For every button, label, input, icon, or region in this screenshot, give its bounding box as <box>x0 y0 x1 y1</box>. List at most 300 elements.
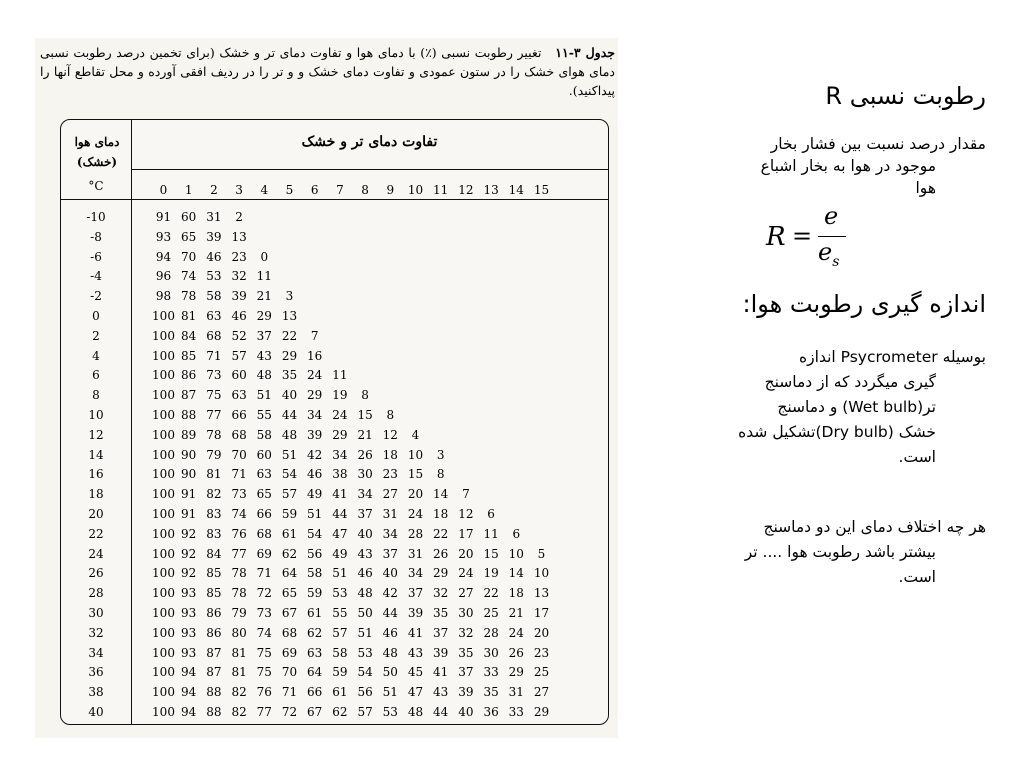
humidity-value-cell: 32 <box>433 586 449 601</box>
humidity-value-cell: 26 <box>433 546 449 561</box>
humidity-value-cell: 82 <box>206 487 222 502</box>
humidity-value-cell: 27 <box>382 487 398 502</box>
humidity-value-cell: 71 <box>206 348 222 363</box>
definition-line: موجود در هوا به بخار اشباع <box>760 157 936 175</box>
humidity-value-cell: 57 <box>332 625 348 640</box>
humidity-value-cell: 78 <box>231 566 247 581</box>
humidity-value-cell: 12 <box>382 427 398 442</box>
humidity-value-cell: 31 <box>382 507 398 521</box>
difference-header-cell: 11 <box>433 183 449 197</box>
temperature-cell: 0 <box>92 309 100 323</box>
humidity-value-cell: 28 <box>407 526 424 541</box>
humidity-value-cell: 100 <box>152 606 175 620</box>
humidity-value-cell: 94 <box>181 665 197 680</box>
humidity-value-cell: 73 <box>256 606 272 620</box>
humidity-value-cell: 100 <box>152 625 175 640</box>
humidity-value-cell: 66 <box>231 408 247 422</box>
humidity-value-cell: 15 <box>483 546 499 561</box>
humidity-value-cell: 100 <box>152 507 175 521</box>
humidity-value-cell: 34 <box>307 408 323 422</box>
difference-header-cell: 3 <box>235 183 243 197</box>
humidity-value-cell: 74 <box>231 507 247 521</box>
definition-line: هوا <box>915 179 936 197</box>
humidity-value-cell: 14 <box>433 487 449 502</box>
humidity-value-cell: 67 <box>281 606 298 620</box>
humidity-value-cell: 20 <box>533 625 550 640</box>
humidity-value-cell: 71 <box>231 467 247 482</box>
humidity-value-cell: 88 <box>206 705 222 719</box>
temperature-cell: 14 <box>88 447 104 462</box>
humidity-value-cell: 10 <box>407 447 424 462</box>
temperature-cell: 22 <box>88 526 104 541</box>
humidity-value-cell: 40 <box>281 388 298 403</box>
difference-header-cell: 5 <box>285 183 294 197</box>
humidity-value-cell: 43 <box>433 685 449 700</box>
humidity-value-cell: 29 <box>256 309 272 323</box>
humidity-value-cell: 78 <box>231 586 247 601</box>
table-row <box>61 566 608 582</box>
humidity-value-cell: 75 <box>206 388 222 403</box>
humidity-value-cell: 20 <box>458 546 474 561</box>
humidity-value-cell: 43 <box>256 348 272 363</box>
humidity-value-cell: 32 <box>231 269 247 284</box>
humidity-value-cell: 46 <box>206 249 222 264</box>
humidity-value-cell: 69 <box>256 546 272 561</box>
humidity-value-cell: 74 <box>256 625 272 640</box>
humidity-value-cell: 31 <box>407 546 424 561</box>
humidity-value-cell: 90 <box>181 467 197 482</box>
humidity-value-cell: 37 <box>256 328 272 343</box>
humidity-value-cell: 48 <box>382 645 398 660</box>
temperature-cell: 32 <box>88 625 104 640</box>
humidity-value-cell: 77 <box>231 546 247 561</box>
humidity-value-cell: 88 <box>181 408 197 422</box>
humidity-value-cell: 47 <box>332 526 348 541</box>
humidity-value-cell: 72 <box>256 586 272 601</box>
humidity-value-cell: 94 <box>155 249 172 264</box>
humidity-value-cell: 3 <box>285 289 294 304</box>
humidity-value-cell: 68 <box>256 526 272 541</box>
table-row <box>61 329 608 345</box>
table-row <box>61 487 608 503</box>
formula-lhs: R <box>766 222 786 252</box>
humidity-value-cell: 49 <box>332 546 348 561</box>
humidity-value-cell: 34 <box>357 487 373 502</box>
humidity-value-cell: 31 <box>508 685 524 700</box>
temperature-cell: 26 <box>88 566 104 581</box>
humidity-value-cell: 100 <box>152 487 175 502</box>
humidity-value-cell: 29 <box>433 566 449 581</box>
humidity-value-cell: 29 <box>307 388 323 403</box>
humidity-value-cell: 70 <box>231 447 247 462</box>
humidity-value-cell: 15 <box>407 467 424 482</box>
humidity-value-cell: 100 <box>152 586 175 601</box>
humidity-value-cell: 25 <box>483 606 499 620</box>
humidity-value-cell: 100 <box>152 546 175 561</box>
humidity-value-cell: 85 <box>206 586 222 601</box>
humidity-value-cell: 35 <box>433 606 449 620</box>
humidity-value-cell: 27 <box>533 685 550 700</box>
humidity-value-cell: 7 <box>310 328 319 343</box>
humidity-value-cell: 34 <box>407 566 424 581</box>
humidity-value-cell: 29 <box>332 427 348 442</box>
difference-header-cell: 6 <box>310 183 319 197</box>
table-row <box>61 507 608 523</box>
humidity-value-cell: 4 <box>411 427 420 442</box>
humidity-value-cell: 25 <box>533 665 550 680</box>
humidity-value-cell: 91 <box>155 210 172 224</box>
humidity-value-cell: 76 <box>256 685 272 700</box>
humidity-value-cell: 24 <box>458 566 474 581</box>
temperature-cell: 10 <box>88 408 104 422</box>
humidity-value-cell: 46 <box>307 467 323 482</box>
table-row <box>61 250 608 266</box>
humidity-value-cell: 16 <box>307 348 323 363</box>
humidity-value-cell: 61 <box>332 685 348 700</box>
humidity-value-cell: 80 <box>231 625 247 640</box>
humidity-value-cell: 94 <box>181 685 197 700</box>
table-row <box>61 586 608 602</box>
temperature-cell: 40 <box>88 705 104 719</box>
humidity-value-cell: 0 <box>260 249 269 264</box>
table-row <box>61 309 608 325</box>
paragraph-line: است. <box>898 568 936 586</box>
humidity-value-cell: 75 <box>256 665 272 680</box>
relative-humidity-heading: رطوبت نسبی R <box>825 82 986 110</box>
humidity-value-cell: 48 <box>281 427 298 442</box>
humidity-value-cell: 100 <box>152 368 175 383</box>
humidity-table <box>60 119 609 725</box>
humidity-value-cell: 44 <box>332 507 348 521</box>
humidity-value-cell: 57 <box>357 705 373 719</box>
paragraph-line: گیری میگردد که از دماسنج <box>764 373 936 391</box>
temperature-cell: -4 <box>90 269 102 284</box>
fraction-bar <box>818 236 846 237</box>
difference-header-cell: 10 <box>407 183 424 197</box>
humidity-value-cell: 40 <box>357 526 373 541</box>
formula-equals: = <box>792 222 813 250</box>
humidity-value-cell: 72 <box>281 705 298 719</box>
humidity-value-cell: 50 <box>357 606 373 620</box>
humidity-value-cell: 54 <box>357 665 373 680</box>
difference-header-cell: 4 <box>260 183 269 197</box>
paragraph-line: بیشتر باشد رطوبت هوا .... تر <box>744 543 936 561</box>
humidity-value-cell: 87 <box>181 388 197 403</box>
humidity-value-cell: 100 <box>152 645 175 660</box>
humidity-value-cell: 35 <box>281 368 298 383</box>
humidity-value-cell: 56 <box>357 685 373 700</box>
humidity-value-cell: 17 <box>458 526 474 541</box>
humidity-value-cell: 20 <box>407 487 424 502</box>
humidity-value-cell: 24 <box>407 507 424 521</box>
temperature-cell: 2 <box>92 328 100 343</box>
humidity-value-cell: 66 <box>256 507 272 521</box>
humidity-value-cell: 63 <box>206 309 222 323</box>
humidity-value-cell: 30 <box>458 606 474 620</box>
humidity-value-cell: 24 <box>332 408 348 422</box>
humidity-value-cell: 92 <box>181 566 197 581</box>
formula-numerator: e <box>824 202 839 230</box>
humidity-value-cell: 24 <box>508 625 524 640</box>
humidity-value-cell: 33 <box>508 705 524 719</box>
humidity-value-cell: 50 <box>382 665 398 680</box>
difference-header-cell: 1 <box>184 183 193 197</box>
humidity-value-cell: 59 <box>281 507 298 521</box>
humidity-value-cell: 37 <box>433 625 449 640</box>
humidity-value-cell: 92 <box>181 526 197 541</box>
relative-humidity-formula <box>760 200 860 280</box>
humidity-value-cell: 91 <box>181 487 197 502</box>
humidity-value-cell: 33 <box>483 665 499 680</box>
humidity-value-cell: 46 <box>231 309 247 323</box>
humidity-value-cell: 64 <box>307 665 323 680</box>
humidity-value-cell: 23 <box>382 467 398 482</box>
humidity-value-cell: 34 <box>332 447 348 462</box>
humidity-value-cell: 17 <box>533 606 550 620</box>
humidity-value-cell: 81 <box>231 665 247 680</box>
humidity-value-cell: 23 <box>533 645 550 660</box>
humidity-value-cell: 22 <box>281 328 298 343</box>
humidity-value-cell: 21 <box>357 427 373 442</box>
temperature-cell: -10 <box>86 210 106 224</box>
humidity-value-cell: 98 <box>155 289 172 304</box>
temperature-cell: 12 <box>88 427 104 442</box>
humidity-value-cell: 79 <box>231 606 247 620</box>
humidity-value-cell: 53 <box>206 269 222 284</box>
table-row <box>61 428 608 444</box>
humidity-value-cell: 36 <box>483 705 499 719</box>
psychrometer-paragraph <box>676 345 986 470</box>
humidity-value-cell: 8 <box>386 408 395 422</box>
paragraph-line: خشک (Dry bulb)تشکیل شده <box>738 423 936 441</box>
table-divider-title <box>131 169 608 170</box>
humidity-value-cell: 13 <box>231 229 247 244</box>
humidity-value-cell: 18 <box>382 447 398 462</box>
humidity-value-cell: 34 <box>382 526 398 541</box>
humidity-value-cell: 100 <box>152 526 175 541</box>
table-divider-header <box>61 199 608 200</box>
difference-header-cell: 13 <box>483 183 499 197</box>
humidity-value-cell: 54 <box>281 467 298 482</box>
humidity-value-cell: 76 <box>231 526 247 541</box>
humidity-value-cell: 8 <box>436 467 445 482</box>
table-row <box>61 349 608 365</box>
table-row <box>61 408 608 424</box>
humidity-value-cell: 22 <box>433 526 449 541</box>
humidity-value-cell: 49 <box>307 487 323 502</box>
humidity-value-cell: 6 <box>512 526 521 541</box>
difference-header-cell: 14 <box>508 183 524 197</box>
humidity-value-cell: 31 <box>206 210 222 224</box>
humidity-value-cell: 53 <box>382 705 398 719</box>
difference-header-cell: 15 <box>533 183 550 197</box>
paragraph-line: است. <box>898 448 936 466</box>
humidity-value-cell: 37 <box>357 507 373 521</box>
humidity-value-cell: 21 <box>508 606 524 620</box>
humidity-value-cell: 39 <box>231 289 247 304</box>
humidity-value-cell: 75 <box>256 645 272 660</box>
humidity-value-cell: 91 <box>181 507 197 521</box>
humidity-value-cell: 61 <box>281 526 298 541</box>
humidity-value-cell: 100 <box>152 427 175 442</box>
humidity-value-cell: 100 <box>152 665 175 680</box>
humidity-value-cell: 13 <box>281 309 298 323</box>
temperature-cell: 4 <box>92 348 100 363</box>
table-row <box>61 606 608 622</box>
humidity-value-cell: 100 <box>152 705 175 719</box>
humidity-value-cell: 35 <box>483 685 499 700</box>
humidity-value-cell: 60 <box>256 447 272 462</box>
humidity-value-cell: 5 <box>537 546 546 561</box>
humidity-value-cell: 70 <box>281 665 298 680</box>
table-row <box>61 646 608 662</box>
temperature-cell: -2 <box>90 289 102 304</box>
humidity-value-cell: 54 <box>307 526 323 541</box>
formula-denominator <box>818 238 839 270</box>
relative-humidity-definition <box>686 133 986 199</box>
humidity-value-cell: 63 <box>231 388 247 403</box>
humidity-value-cell: 51 <box>281 447 298 462</box>
humidity-value-cell: 82 <box>231 705 247 719</box>
humidity-value-cell: 42 <box>307 447 323 462</box>
humidity-value-cell: 69 <box>281 645 298 660</box>
humidity-value-cell: 67 <box>307 705 323 719</box>
humidity-value-cell: 51 <box>307 507 323 521</box>
humidity-value-cell: 86 <box>181 368 197 383</box>
humidity-value-cell: 93 <box>181 645 197 660</box>
humidity-value-cell: 64 <box>281 566 298 581</box>
humidity-value-cell: 10 <box>533 566 550 581</box>
humidity-value-cell: 66 <box>307 685 323 700</box>
humidity-value-cell: 28 <box>483 625 499 640</box>
temperature-cell: 8 <box>92 388 100 403</box>
humidity-value-cell: 46 <box>382 625 398 640</box>
humidity-measurement-heading: اندازه گیری رطوبت هوا: <box>742 290 986 318</box>
humidity-value-cell: 11 <box>256 269 272 284</box>
temperature-cell: 20 <box>88 507 104 521</box>
humidity-value-cell: 73 <box>231 487 247 502</box>
humidity-value-cell: 10 <box>508 546 524 561</box>
humidity-value-cell: 58 <box>332 645 348 660</box>
humidity-value-cell: 11 <box>332 368 348 383</box>
difference-header-cell: 9 <box>386 183 395 197</box>
humidity-value-cell: 18 <box>433 507 449 521</box>
humidity-value-cell: 55 <box>332 606 348 620</box>
humidity-value-cell: 100 <box>152 467 175 482</box>
humidity-value-cell: 13 <box>533 586 550 601</box>
humidity-value-cell: 86 <box>206 625 222 640</box>
humidity-value-cell: 62 <box>332 705 348 719</box>
denominator-base: e <box>818 238 833 266</box>
humidity-value-cell: 93 <box>181 625 197 640</box>
humidity-value-cell: 51 <box>332 566 348 581</box>
denominator-subscript: s <box>832 254 840 270</box>
humidity-value-cell: 85 <box>181 348 197 363</box>
humidity-value-cell: 65 <box>281 586 298 601</box>
humidity-value-cell: 56 <box>307 546 323 561</box>
humidity-value-cell: 81 <box>231 645 247 660</box>
humidity-value-cell: 15 <box>357 408 373 422</box>
humidity-value-cell: 77 <box>206 408 222 422</box>
humidity-value-cell: 84 <box>206 546 222 561</box>
humidity-value-cell: 68 <box>206 328 222 343</box>
humidity-value-cell: 100 <box>152 309 175 323</box>
humidity-value-cell: 57 <box>281 487 298 502</box>
humidity-value-cell: 45 <box>407 665 424 680</box>
humidity-value-cell: 26 <box>357 447 373 462</box>
humidity-value-cell: 88 <box>206 685 222 700</box>
unit-label: °C <box>88 179 104 193</box>
table-row <box>61 289 608 305</box>
temperature-cell: -6 <box>90 249 102 264</box>
humidity-value-cell: 41 <box>332 487 348 502</box>
humidity-value-cell: 62 <box>307 625 323 640</box>
table-row <box>61 368 608 384</box>
humidity-value-cell: 37 <box>382 546 398 561</box>
humidity-value-cell: 39 <box>433 645 449 660</box>
humidity-value-cell: 100 <box>152 447 175 462</box>
humidity-value-cell: 78 <box>206 427 222 442</box>
humidity-value-cell: 58 <box>256 427 272 442</box>
humidity-value-cell: 24 <box>307 368 323 383</box>
table-row <box>61 547 608 563</box>
table-caption-label: جدول ۳-۱۱ <box>555 45 616 60</box>
table-row <box>61 705 608 721</box>
definition-line: مقدار درصد نسبت بین فشار بخار <box>770 135 986 153</box>
humidity-value-cell: 71 <box>256 566 272 581</box>
humidity-value-cell: 39 <box>206 229 222 244</box>
temperature-cell: -8 <box>90 229 102 244</box>
humidity-value-cell: 41 <box>433 665 449 680</box>
humidity-value-cell: 73 <box>206 368 222 383</box>
table-row <box>61 665 608 681</box>
humidity-value-cell: 53 <box>332 586 348 601</box>
humidity-value-cell: 86 <box>206 606 222 620</box>
temperature-cell: 24 <box>88 546 104 561</box>
humidity-value-cell: 11 <box>483 526 499 541</box>
humidity-value-cell: 100 <box>152 566 175 581</box>
humidity-value-cell: 68 <box>281 625 298 640</box>
temperature-cell: 36 <box>88 665 104 680</box>
paragraph-line: تر(Wet bulb) و دماسنج <box>777 398 936 416</box>
humidity-value-cell: 79 <box>206 447 222 462</box>
humidity-value-cell: 61 <box>307 606 323 620</box>
table-row <box>61 527 608 543</box>
humidity-value-cell: 52 <box>231 328 247 343</box>
humidity-value-cell: 48 <box>407 705 424 719</box>
temperature-cell: 16 <box>88 467 104 482</box>
humidity-value-cell: 18 <box>508 586 524 601</box>
humidity-value-cell: 7 <box>462 487 470 502</box>
humidity-value-cell: 29 <box>281 348 298 363</box>
humidity-value-cell: 32 <box>458 625 474 640</box>
humidity-value-cell: 90 <box>181 447 197 462</box>
humidity-value-cell: 39 <box>458 685 474 700</box>
humidity-value-cell: 40 <box>382 566 398 581</box>
table-row <box>61 685 608 701</box>
humidity-value-cell: 51 <box>256 388 272 403</box>
paragraph-line: بوسیله Psycrometer اندازه <box>799 348 986 366</box>
humidity-value-cell: 6 <box>487 507 495 521</box>
humidity-value-cell: 65 <box>256 487 272 502</box>
humidity-value-cell: 100 <box>152 388 175 403</box>
difference-header-cell: 7 <box>336 183 344 197</box>
table-row <box>61 626 608 642</box>
humidity-value-cell: 48 <box>256 368 272 383</box>
humidity-value-cell: 83 <box>206 507 222 521</box>
humidity-value-cell: 94 <box>181 705 197 719</box>
humidity-value-cell: 37 <box>407 586 424 601</box>
